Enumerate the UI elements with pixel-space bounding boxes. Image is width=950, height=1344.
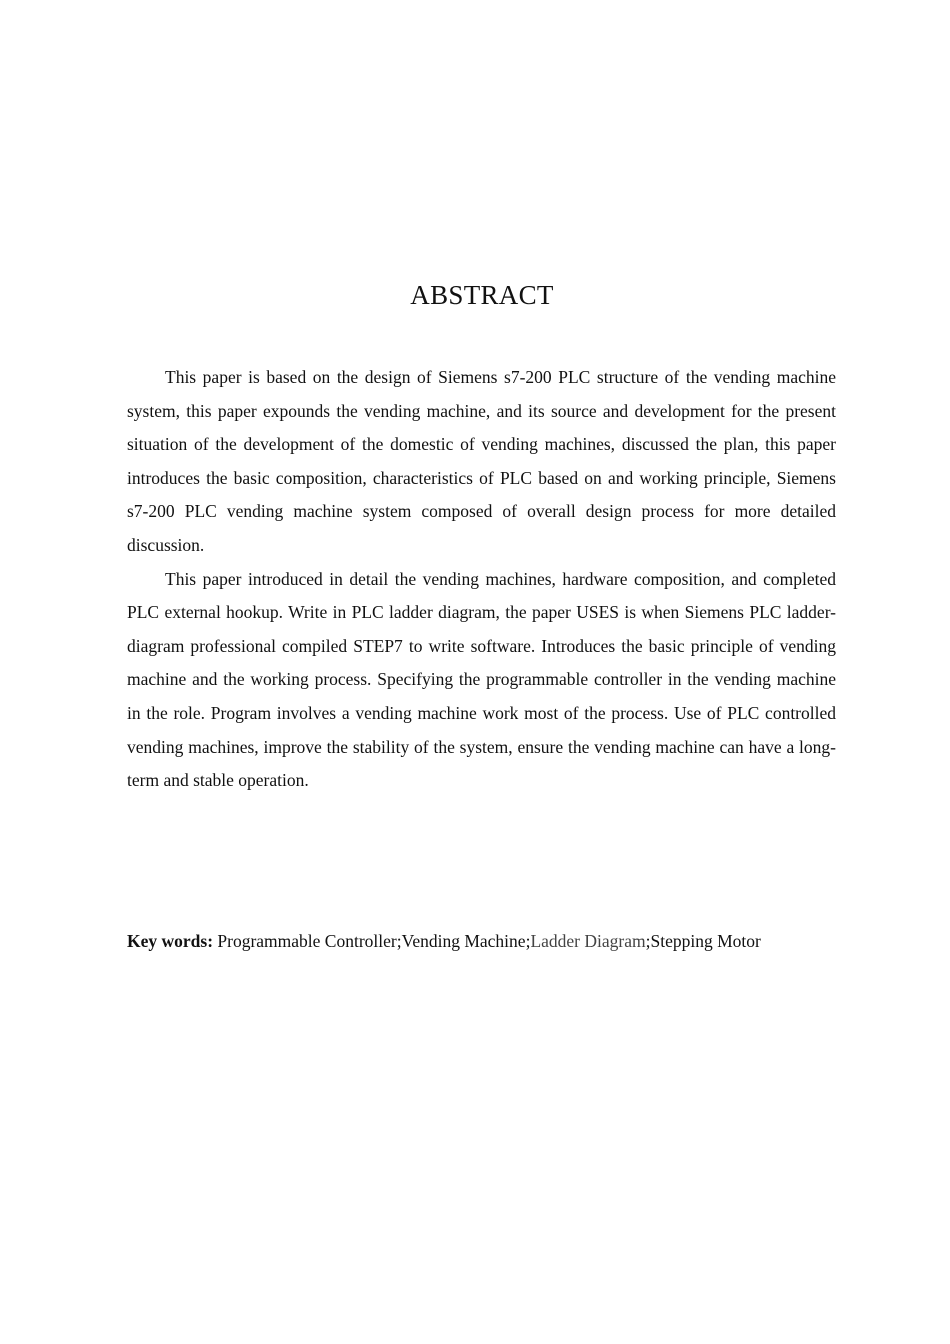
keyword-3: Ladder Diagram — [530, 931, 646, 951]
keyword-separator: ; — [645, 931, 651, 951]
keywords-line — [127, 925, 887, 959]
keyword-separator: ; — [396, 931, 402, 951]
keyword-2: Vending Machine — [401, 931, 526, 951]
abstract-body — [127, 361, 836, 798]
abstract-paragraph-2: This paper introduced in detail the vending machines, hardware composition, and completed PLC external hookup. Write in PLC ladder diagram, the paper USES is when Siemens PLC ladder-diagram professional compiled STEP7 to write software. Introduces the basic principle of vending machine and the working process. Specifying the programmable controller in the vending machine in the role. Program involves a vending machine work most of the process. Use of PLC controlled vending machines, improve the stability of the system, ensure the vending machine can have a long-term and stable operation. — [127, 568, 836, 791]
keywords-label: Key words: — [127, 931, 214, 951]
abstract-title: ABSTRACT — [410, 280, 554, 310]
keyword-1: Programmable Controller — [217, 931, 397, 951]
abstract-paragraph-1: This paper is based on the design of Siemens s7-200 PLC structure of the vending machine system, this paper expounds the vending machine, and its source and development for the present situation of the development of the domestic of vending machines, discussed the plan, this paper introduces the basic composition, characteristics of PLC based on and working principle, Siemens s7-200 PLC vending machine system composed of overall design process for more detailed discussion. — [127, 367, 836, 555]
keyword-4: Stepping Motor — [650, 931, 761, 951]
keyword-separator: ; — [525, 931, 531, 951]
